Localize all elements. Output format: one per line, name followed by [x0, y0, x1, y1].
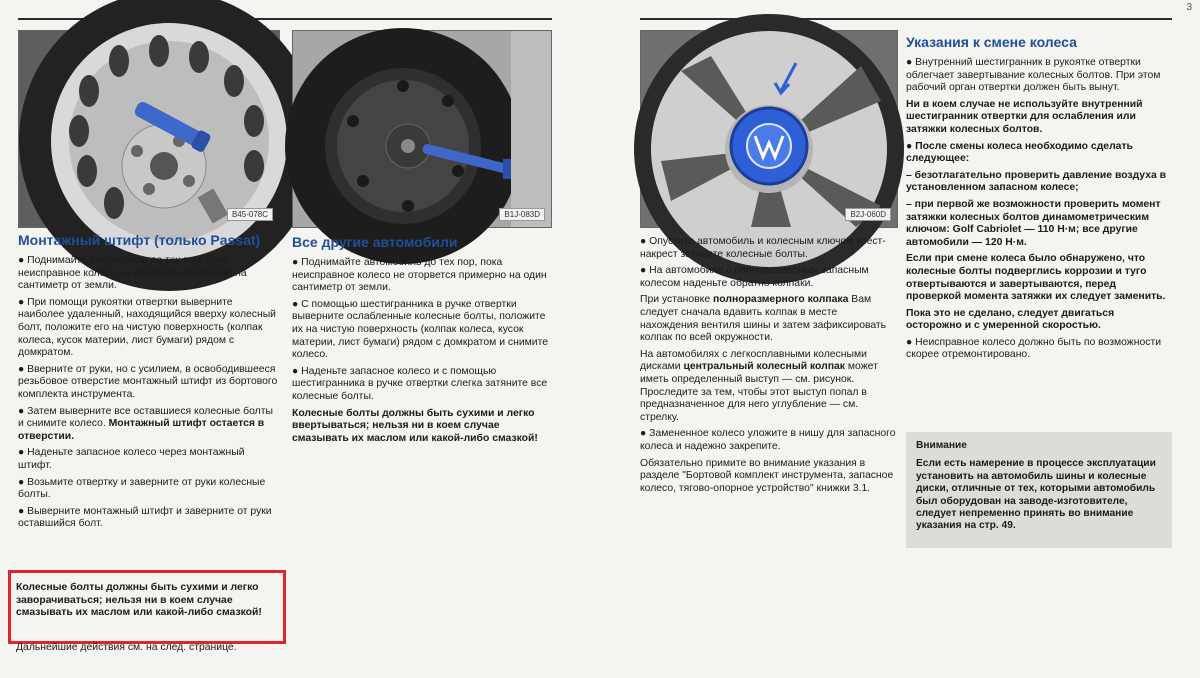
figure-steel-wheel-mounting-pin	[18, 30, 280, 228]
paragraph: ● Неисправное колесо должно быть по возможности скорее отремонтировано.	[906, 336, 1162, 361]
paragraph-text: При установке	[640, 294, 713, 306]
column-wheel-change-notes	[906, 34, 1170, 366]
section-heading: Указания к смене колеса	[906, 34, 1077, 50]
paragraph: ● Опустите автомобиль и колесным ключом крест-накрест затяните колесные болты.	[640, 236, 886, 260]
footer-text: Дальнейшие действия см. на след. странице.	[16, 642, 237, 653]
paragraph: ● Возьмите отвертку и заверните от руки колесные болты.	[18, 476, 266, 501]
paragraph-bold: Пока это не сделано, следует двигаться осторожно и с умеренной скоростью.	[906, 307, 1115, 332]
figure-code: B1J-083D	[499, 208, 545, 221]
paragraph: ● Поднимайте автомобиль до тех пор, пока неисправное колесо не оторвется примерно на сантиметр от земли.	[18, 255, 247, 292]
paragraph-text: Вам следует сначала вдавить колпак в месте нахождения вентиля шины и затем зафиксировать колпак по всей окружности.	[640, 294, 887, 344]
paragraph-text: На автомобилях с легкосплавными колесными дисками	[640, 348, 867, 373]
paragraph: ● Поднимайте автомобиль до тех пор, пока неисправное колесо не оторвется примерно на один сантиметр от земли.	[292, 257, 547, 294]
paragraph: ● Внутренний шестигранник в рукоятке отвертки облегчает завертывание колесных болтов. При этом рабочий орган отвертки должен быть вынут.	[906, 57, 1161, 94]
paragraph-bold: – при первой же возможности проверить момент затяжки колесных болтов динамометрическим ключом: Golf Cabriolet — 110 Н·м; все другие автомобили — 120 Н·м.	[906, 198, 1161, 248]
column-mounting-pin	[18, 232, 280, 530]
column-lowering-hubcaps	[640, 236, 896, 499]
figure-code: B2J-060D	[845, 208, 891, 221]
paragraph-bold-text: центральный колесный колпак	[683, 361, 845, 373]
paragraph: Обязательно примите во внимание указания в разделе "Бортовой комплект инструмента, запасное колесо, тягово-опорное устройство" книжки 3.1.	[640, 457, 894, 494]
section-heading: Все другие автомобили	[292, 234, 458, 250]
figure-steel-wheel-other	[292, 30, 552, 228]
paragraph: ● Выверните монтажный штифт и заверните от руки оставшийся болт.	[18, 505, 272, 530]
column-other-cars	[292, 234, 550, 449]
warning-text: Колесные болты должны быть сухими и легко ввертываться; нельзя ни в коем случае смазывать их маслом или какой-либо смазкой!	[292, 407, 538, 444]
steel-wheel-illustration	[19, 31, 279, 227]
paragraph-bold: Ни в коем случае не используйте внутренний шестигранник отвертки для ослабления или затяжки колесных болтов.	[906, 98, 1143, 135]
paragraph: ● Замененное колесо уложите в нишу для запасного колеса и надежно закрепите.	[640, 428, 896, 452]
top-rule-right	[640, 18, 1172, 20]
paragraph	[18, 406, 280, 444]
paragraph: ● Вверните от руки, но с усилием, в освободившееся резьбовое отверстие монтажный штифт из бортового комплекта инструмента.	[18, 363, 278, 400]
attention-note-title: Внимание	[916, 440, 967, 451]
paragraph: ● Наденьте запасное колесо и с помощью шестигранника в ручке отвертки слегка затяните все колесные болты.	[292, 365, 548, 402]
paragraph	[640, 349, 896, 425]
attention-note-body: Если есть намерение в процессе эксплуатации установить на автомобиль шины и колесные диски, отличные от тех, которыми автомобиль был оборудован на заводе-изготовителе, следует непременно принять во внимание указания на стр. 49.	[916, 458, 1156, 532]
paragraph-bold: ● После смены колеса необходимо сделать следующее:	[906, 140, 1133, 165]
page-number: 3	[1186, 2, 1192, 13]
paragraph-text: ● Затем выверните все оставшиеся колесные болты и снимите колесо.	[18, 405, 273, 430]
tire-wheel-illustration	[293, 31, 551, 227]
figure-alloy-wheel-cap	[640, 30, 898, 228]
warning-text: Колесные болты должны быть сухими и легко заворачиваться; нельзя ни в коем случае смазывать их маслом или какой-либо смазкой!	[16, 582, 262, 619]
paragraph-bold: Если при смене колеса было обнаружено, что колесные болты подверглись коррозии и туго отвертываются и завертываются, перед проверкой момента затяжки их следует заменить.	[906, 253, 1166, 303]
paragraph: ● С помощью шестигранника в ручке отвертки выверните ослабленные колесные болты, положите их на чистую поверхность (колпак колеса, кусок материи, лист бумаги) рядом с домкратом и снимите колесо.	[292, 298, 549, 361]
paragraph: ● Наденьте запасное колесо через монтажный штифт.	[18, 447, 245, 471]
paragraph: ● При помощи рукоятки отвертки выверните наиболее удаленный, находящийся вверху колесный болт, положите его на чистую поверхность (колпак колеса, кусок материи, лист бумаги) рядом с домкратом.	[18, 296, 276, 359]
paragraph-bold: – безотлагательно проверить давление воздуха в установленном запасном колесе;	[906, 169, 1167, 194]
paragraph-bold-text: Монтажный штифт остается в отверстии.	[18, 418, 265, 442]
paragraph	[640, 294, 896, 344]
figure-code: B45-078C	[227, 208, 273, 221]
paragraph-text: может иметь определенный выступ — см. рисунок. Проследите за тем, чтобы этот выступ попал в предназначенное для него углубление — см. стрелку.	[640, 361, 878, 423]
paragraph: ● На автомобиле с полноразмерным запасным колесом наденьте обратно колпаки.	[640, 265, 869, 289]
paragraph-bold-text: полноразмерного колпака	[713, 294, 849, 306]
alloy-wheel-illustration	[641, 31, 897, 227]
attention-note-box	[906, 432, 1172, 548]
section-heading: Монтажный штифт (только Passat)	[18, 232, 261, 248]
